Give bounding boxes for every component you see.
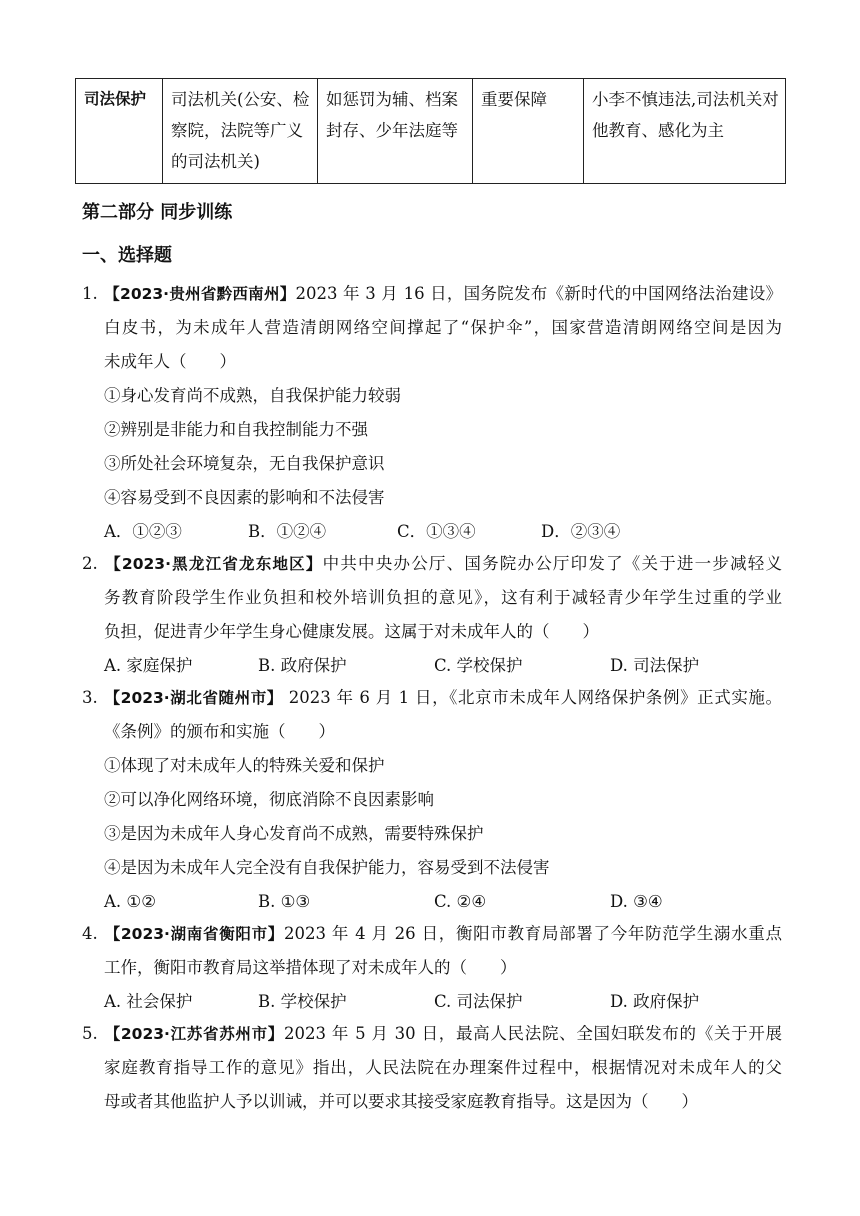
question-line: 《条例》的颁布和实施（ ） (104, 722, 335, 741)
option-d: D．②③④ (541, 522, 621, 541)
option-b: B. 政府保护 (258, 656, 347, 675)
question-line: 工作，衡阳市教育局这举措体现了对未成年人的（ ） (104, 958, 517, 977)
protection-subject-cell: 司法机关(公安、检察院，法院等广义的司法机关) (163, 79, 318, 184)
question-line: 务教育阶段学生作业负担和校外培训负担的意见》，这有利于减轻青少年学生过重的学业 (104, 588, 782, 607)
statement: ①身心发育尚不成熟，自我保护能力较弱 (104, 386, 401, 405)
statement: ④是因为未成年人完全没有自我保护能力，容易受到不法侵害 (104, 858, 550, 877)
protection-type-cell: 司法保护 (76, 79, 163, 184)
option-b: B．①②④ (248, 522, 327, 541)
option-d: D. 政府保护 (610, 992, 700, 1011)
question-line: 家庭教育指导工作的意见》指出，人民法院在办理案件过程中，根据情况对未成年人的父 (104, 1058, 782, 1077)
option-b: B. 学校保护 (258, 992, 347, 1011)
question-5 (82, 1017, 782, 1119)
section-title: 第二部分 同步训练 (82, 202, 233, 223)
option-a: A. ①② (104, 892, 156, 911)
option-c: C. 司法保护 (434, 992, 523, 1011)
question-line: 1. 【2023·贵州省黔西南州】2023 年 3 月 16 日，国务院发布《新时代的中国网络法治建设》 (82, 284, 782, 303)
option-a: A. 社会保护 (104, 992, 193, 1011)
table-row (76, 79, 786, 184)
option-c: C. 学校保护 (434, 656, 523, 675)
question-source: 【2023·黑龙江省龙东地区】 (104, 555, 323, 573)
question-2 (82, 547, 782, 683)
question-source: 【2023·江苏省苏州市】 (104, 1025, 284, 1043)
question-line: 负担，促进青少年学生身心健康发展。这属于对未成年人的（ ） (104, 622, 599, 641)
statement: ①体现了对未成年人的特殊关爱和保护 (104, 756, 385, 775)
option-d: D. ③④ (610, 892, 663, 911)
question-line: 白皮书，为未成年人营造清朗网络空间撑起了“保护伞”，国家营造清朗网络空间是因为 (104, 318, 782, 337)
statement: ④容易受到不良因素的影响和不法侵害 (104, 488, 385, 507)
option-b: B. ①③ (258, 892, 311, 911)
option-a: A．①②③ (104, 522, 182, 541)
option-c: C. ②④ (434, 892, 487, 911)
protection-measures-cell: 如惩罚为辅、档案封存、少年法庭等 (318, 79, 473, 184)
protection-example-cell: 小李不慎违法,司法机关对他教育、感化为主 (584, 79, 786, 184)
answer-options (82, 649, 782, 683)
question-3 (82, 681, 782, 919)
answer-options (82, 985, 782, 1019)
protection-table (75, 78, 786, 184)
question-line: 3. 【2023·湖北省随州市】 2023 年 6 月 1 日，《北京市未成年人网络保护条例》正式实施。 (82, 688, 782, 707)
option-a: A. 家庭保护 (104, 656, 193, 675)
question-line: 母或者其他监护人予以训诫，并可以要求其接受家庭教育指导。这是因为（ ） (104, 1092, 698, 1111)
protection-role-cell: 重要保障 (473, 79, 584, 184)
statement: ②辨别是非能力和自我控制能力不强 (104, 420, 368, 439)
option-c: C．①③④ (397, 522, 476, 541)
question-4 (82, 917, 782, 1019)
subsection-title: 一、选择题 (82, 245, 172, 266)
option-d: D. 司法保护 (610, 656, 700, 675)
answer-options (82, 885, 782, 919)
question-1 (82, 277, 782, 549)
statement: ③所处社会环境复杂，无自我保护意识 (104, 454, 385, 473)
statement: ②可以净化网络环境，彻底消除不良因素影响 (104, 790, 434, 809)
question-line: 5. 【2023·江苏省苏州市】2023 年 5 月 30 日，最高人民法院、全国妇联发布的《关于开展 (82, 1024, 782, 1043)
question-source: 【2023·湖北省随州市】 (104, 689, 283, 707)
statement: ③是因为未成年人身心发育尚不成熟，需要特殊保护 (104, 824, 484, 843)
question-line: 4. 【2023·湖南省衡阳市】2023 年 4 月 26 日，衡阳市教育局部署了今年防范学生溺水重点 (82, 924, 782, 943)
question-line: 未成年人（ ） (104, 352, 236, 371)
question-line: 2. 【2023·黑龙江省龙东地区】中共中央办公厅、国务院办公厅印发了《关于进一步减轻义 (82, 554, 783, 573)
question-source: 【2023·湖南省衡阳市】 (104, 925, 284, 943)
answer-options (82, 515, 782, 549)
question-source: 【2023·贵州省黔西南州】 (104, 285, 296, 303)
